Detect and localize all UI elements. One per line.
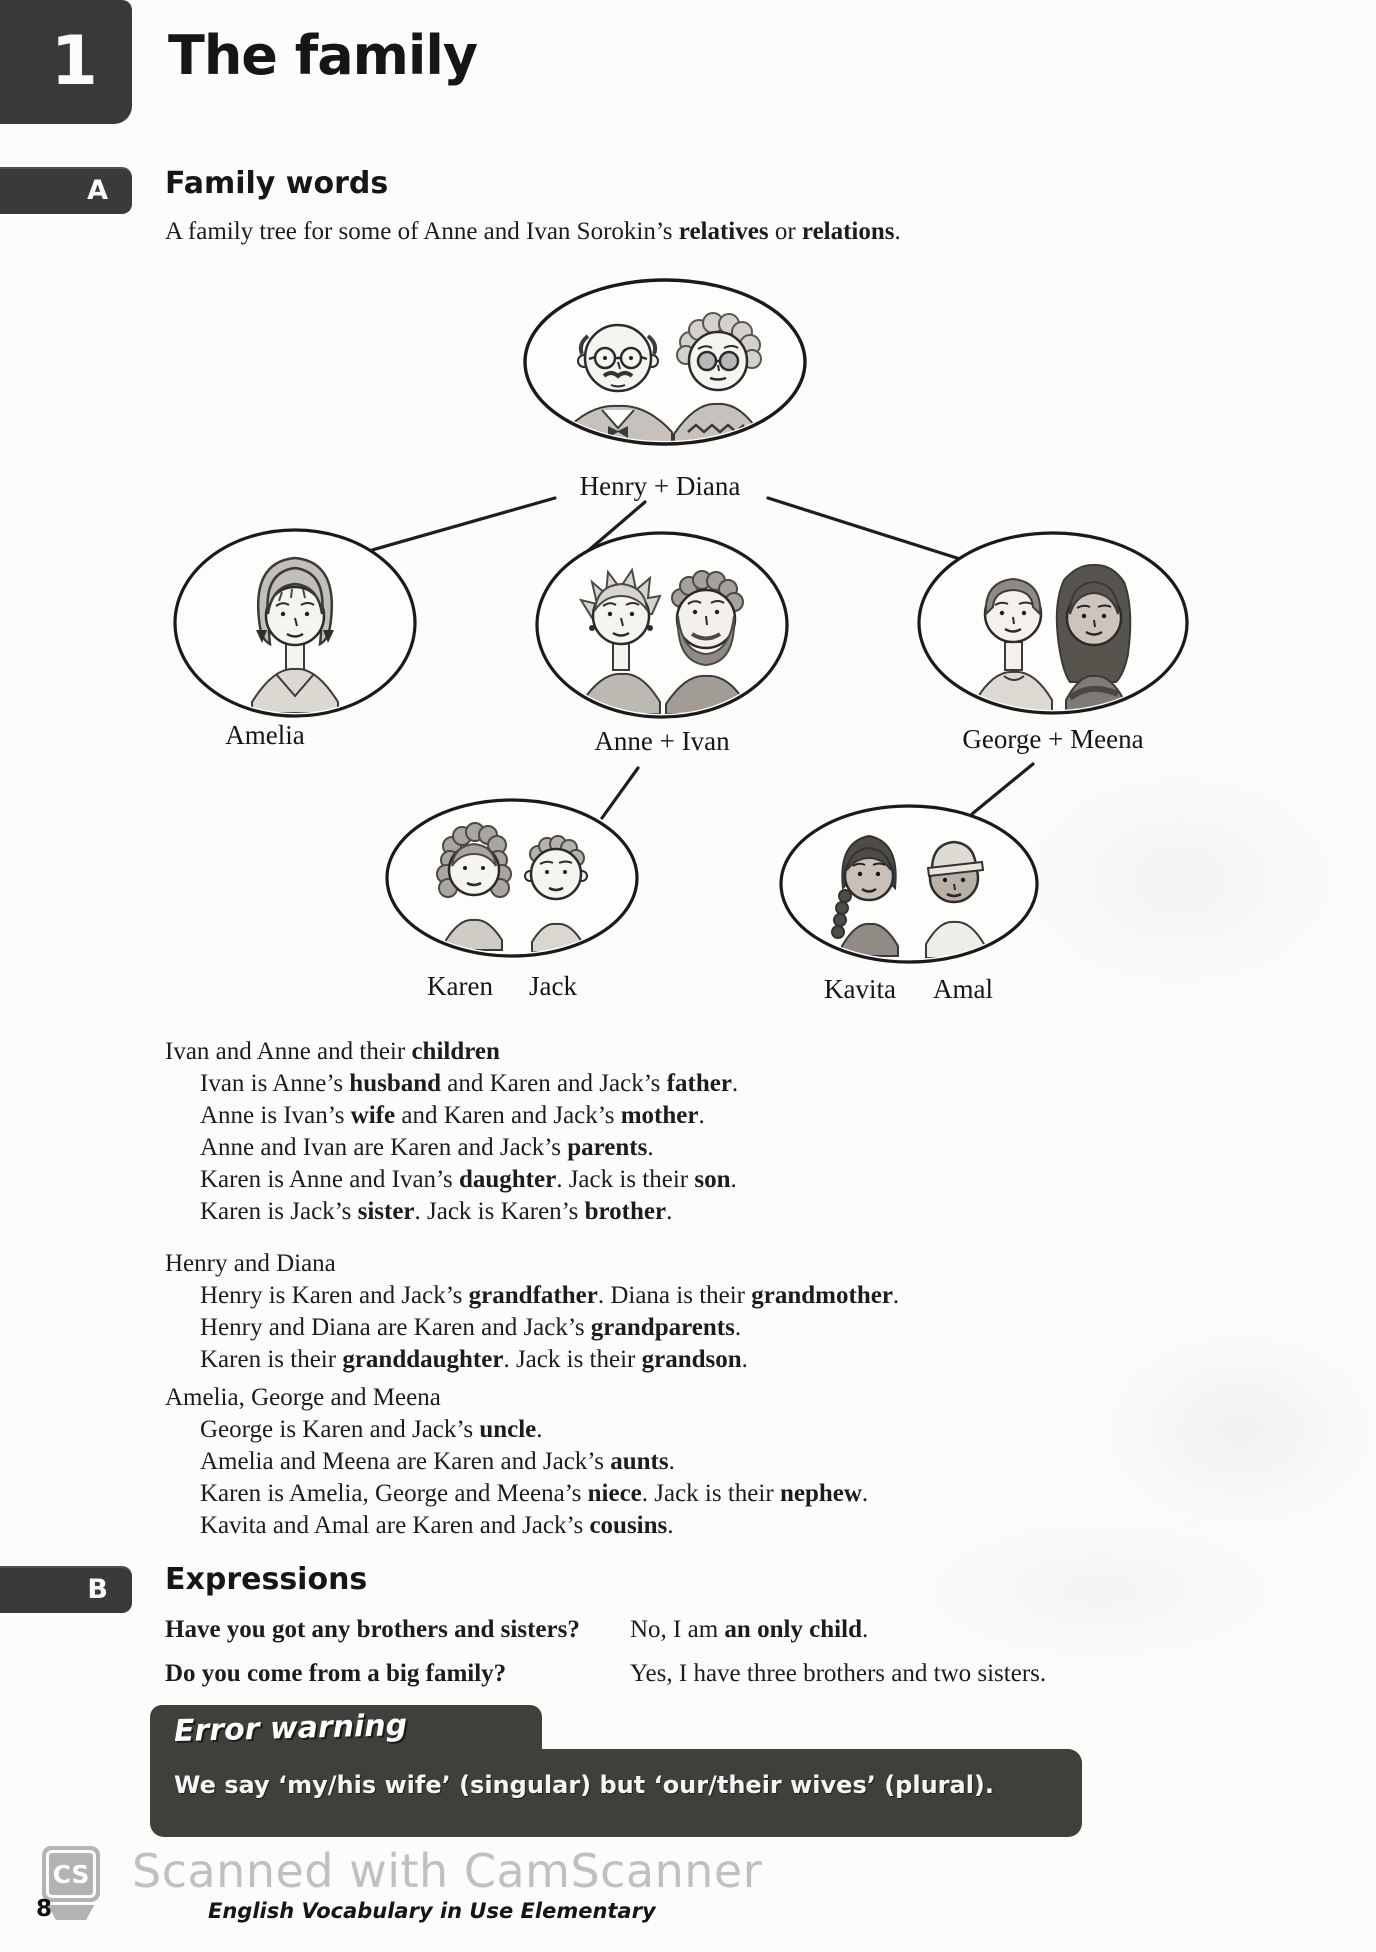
text-line: Karen is Amelia, George and Meena’s niece. Jack is their nephew. bbox=[200, 1480, 869, 1507]
tree-oval-anne-ivan bbox=[537, 533, 787, 717]
error-warning-title: Error warning bbox=[173, 1707, 408, 1750]
tree-label-henry-diana: Henry + Diana bbox=[579, 471, 741, 501]
block-heading: Henry and Diana bbox=[165, 1250, 336, 1277]
tree-connector-line bbox=[768, 498, 960, 559]
text-line: Karen is Anne and Ivan’s daughter. Jack is their son. bbox=[200, 1166, 737, 1193]
expressions-answer: Yes, I have three brothers and two sisters. bbox=[630, 1660, 1047, 1687]
block-heading: Amelia, George and Meena bbox=[165, 1384, 441, 1411]
text-line: Karen is their granddaughter. Jack is their grandson. bbox=[200, 1346, 748, 1373]
error-warning-text: We say ‘my/his wife’ (singular) but ‘our/their wives’ (plural). bbox=[174, 1771, 995, 1799]
section-a-heading: Family words bbox=[165, 166, 389, 201]
error-warning-box bbox=[150, 1705, 1082, 1837]
block-heading: Ivan and Anne and their children bbox=[165, 1038, 500, 1065]
tree-oval-george-meena bbox=[919, 533, 1187, 713]
tree-label-karen: Karen bbox=[427, 971, 493, 1001]
family-tree-figure bbox=[140, 262, 1270, 1010]
tree-connector-line bbox=[372, 498, 555, 550]
portrait-amelia bbox=[252, 558, 338, 713]
tree-label-kavita: Kavita bbox=[824, 974, 896, 1004]
text-line: Amelia and Meena are Karen and Jack’s aunts. bbox=[200, 1448, 675, 1475]
book-title: English Vocabulary in Use Elementary bbox=[208, 1899, 656, 1923]
text-line: Anne is Ivan’s wife and Karen and Jack’s mother. bbox=[200, 1102, 705, 1129]
tree-label-amelia: Amelia bbox=[225, 720, 305, 750]
text-line: Karen is Jack’s sister. Jack is Karen’s brother. bbox=[200, 1198, 673, 1225]
text-line: Ivan is Anne’s husband and Karen and Jack’s father. bbox=[200, 1070, 739, 1097]
expressions-answer: No, I am an only child. bbox=[630, 1616, 869, 1643]
unit-number: 1 bbox=[50, 22, 98, 101]
expressions-question: Do you come from a big family? bbox=[165, 1660, 507, 1687]
tree-oval-karen-jack bbox=[387, 800, 637, 956]
text-line: Kavita and Amal are Karen and Jack’s cousins. bbox=[200, 1512, 674, 1539]
expressions-question: Have you got any brothers and sisters? bbox=[165, 1616, 580, 1643]
text-line: Henry and Diana are Karen and Jack’s grandparents. bbox=[200, 1314, 742, 1341]
section-a-badge-label: A bbox=[87, 175, 108, 206]
tree-label-george-meena: George + Meena bbox=[962, 724, 1144, 754]
tree-label-amal: Amal bbox=[933, 974, 993, 1004]
camscanner-watermark-text: Scanned with CamScanner bbox=[132, 1844, 763, 1898]
page-number: 8 bbox=[36, 1896, 53, 1922]
tree-label-anne-ivan: Anne + Ivan bbox=[594, 726, 730, 756]
camscanner-logo-box bbox=[42, 1846, 100, 1902]
camscanner-logo-text: CS bbox=[52, 1859, 90, 1889]
text-line: Anne and Ivan are Karen and Jack’s parents. bbox=[200, 1134, 654, 1161]
tree-oval-kavita-amal bbox=[781, 806, 1037, 962]
text-line: Henry is Karen and Jack’s grandfather. Diana is their grandmother. bbox=[200, 1282, 900, 1309]
tree-label-jack: Jack bbox=[529, 971, 577, 1001]
section-b-badge bbox=[0, 1566, 132, 1613]
section-b-heading: Expressions bbox=[165, 1562, 368, 1597]
tree-oval-henry-diana bbox=[525, 280, 805, 444]
text-line: George is Karen and Jack’s uncle. bbox=[200, 1416, 543, 1443]
page-title: The family bbox=[168, 24, 478, 87]
section-a-intro: A family tree for some of Anne and Ivan Sorokin’s relatives or relations. bbox=[165, 218, 901, 245]
section-b-badge-label: B bbox=[87, 1574, 108, 1605]
unit-number-tab bbox=[0, 0, 132, 124]
relations-block-henry-diana bbox=[165, 1248, 1195, 1376]
tree-connector-line bbox=[602, 768, 638, 818]
relations-block-amelia-george-meena bbox=[165, 1382, 1195, 1542]
relations-block-ivan-anne bbox=[165, 1036, 1195, 1228]
tree-connector-line bbox=[972, 764, 1033, 814]
section-a-badge bbox=[0, 167, 132, 214]
